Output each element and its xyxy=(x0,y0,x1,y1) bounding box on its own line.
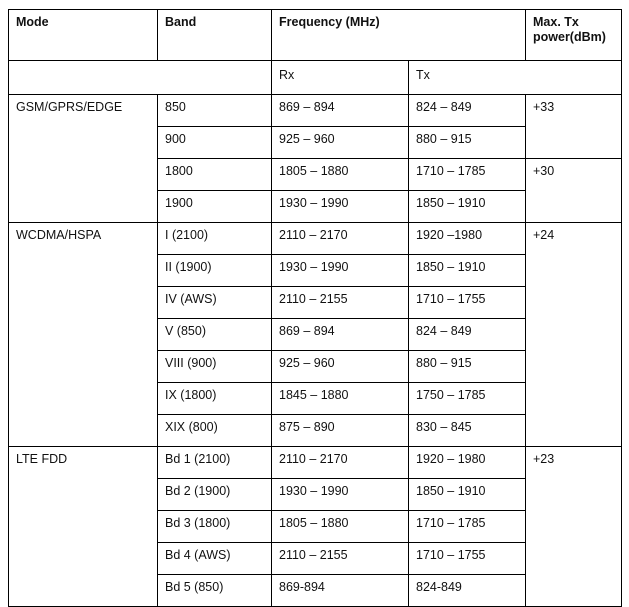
rx-cell: 1805 – 1880 xyxy=(272,511,409,543)
band-cell: V (850) xyxy=(158,319,272,351)
tx-cell: 880 – 915 xyxy=(409,127,526,159)
tx-cell: 1850 – 1910 xyxy=(409,255,526,287)
subheader-empty xyxy=(9,61,272,95)
mode-cell: GSM/GPRS/EDGE xyxy=(9,95,158,223)
table-row xyxy=(9,223,622,255)
tx-cell: 824-849 xyxy=(409,575,526,607)
tx-cell: 1850 – 1910 xyxy=(409,479,526,511)
rx-cell: 869 – 894 xyxy=(272,95,409,127)
band-spec-table xyxy=(8,9,622,607)
table-body xyxy=(9,10,622,607)
header-mode: Mode xyxy=(9,10,158,61)
tx-cell: 1710 – 1785 xyxy=(409,511,526,543)
header-band: Band xyxy=(158,10,272,61)
table-row xyxy=(9,447,622,479)
header-max-tx-power xyxy=(526,10,622,61)
band-cell: Bd 3 (1800) xyxy=(158,511,272,543)
max-tx-power-cell: +23 xyxy=(526,447,622,607)
rx-cell: 2110 – 2170 xyxy=(272,223,409,255)
header-max-tx-line2: power(dBm) xyxy=(533,30,606,44)
band-cell: IV (AWS) xyxy=(158,287,272,319)
band-cell: XIX (800) xyxy=(158,415,272,447)
band-cell: I (2100) xyxy=(158,223,272,255)
mode-cell: WCDMA/HSPA xyxy=(9,223,158,447)
tx-cell: 824 – 849 xyxy=(409,95,526,127)
rx-cell: 2110 – 2170 xyxy=(272,447,409,479)
band-cell: Bd 5 (850) xyxy=(158,575,272,607)
rx-cell: 925 – 960 xyxy=(272,127,409,159)
rx-cell: 925 – 960 xyxy=(272,351,409,383)
band-cell: IX (1800) xyxy=(158,383,272,415)
tx-cell: 824 – 849 xyxy=(409,319,526,351)
tx-cell: 1750 – 1785 xyxy=(409,383,526,415)
band-cell: Bd 2 (1900) xyxy=(158,479,272,511)
rx-cell: 1805 – 1880 xyxy=(272,159,409,191)
band-cell: Bd 4 (AWS) xyxy=(158,543,272,575)
rx-cell: 869-894 xyxy=(272,575,409,607)
max-tx-power-cell: +24 xyxy=(526,223,622,447)
mode-cell: LTE FDD xyxy=(9,447,158,607)
rx-cell: 869 – 894 xyxy=(272,319,409,351)
subheader-row xyxy=(9,61,622,95)
max-tx-power-cell: +33 xyxy=(526,95,622,159)
tx-cell: 1710 – 1755 xyxy=(409,287,526,319)
rx-cell: 1930 – 1990 xyxy=(272,255,409,287)
band-cell: 1900 xyxy=(158,191,272,223)
header-row xyxy=(9,10,622,61)
rx-cell: 1930 – 1990 xyxy=(272,479,409,511)
band-cell: VIII (900) xyxy=(158,351,272,383)
tx-cell: 1710 – 1755 xyxy=(409,543,526,575)
tx-cell: 1850 – 1910 xyxy=(409,191,526,223)
max-tx-power-cell: +30 xyxy=(526,159,622,223)
tx-cell: 1920 – 1980 xyxy=(409,447,526,479)
band-cell: Bd 1 (2100) xyxy=(158,447,272,479)
rx-cell: 1845 – 1880 xyxy=(272,383,409,415)
table-row xyxy=(9,95,622,127)
subheader-rx: Rx xyxy=(272,61,409,95)
tx-cell: 880 – 915 xyxy=(409,351,526,383)
header-max-tx-line1: Max. Tx xyxy=(533,15,579,29)
band-cell: II (1900) xyxy=(158,255,272,287)
band-cell: 850 xyxy=(158,95,272,127)
subheader-tx: Tx xyxy=(409,61,622,95)
header-frequency: Frequency (MHz) xyxy=(272,10,526,61)
band-cell: 1800 xyxy=(158,159,272,191)
rx-cell: 2110 – 2155 xyxy=(272,543,409,575)
tx-cell: 1920 –1980 xyxy=(409,223,526,255)
rx-cell: 875 – 890 xyxy=(272,415,409,447)
rx-cell: 2110 – 2155 xyxy=(272,287,409,319)
rx-cell: 1930 – 1990 xyxy=(272,191,409,223)
band-cell: 900 xyxy=(158,127,272,159)
tx-cell: 830 – 845 xyxy=(409,415,526,447)
tx-cell: 1710 – 1785 xyxy=(409,159,526,191)
